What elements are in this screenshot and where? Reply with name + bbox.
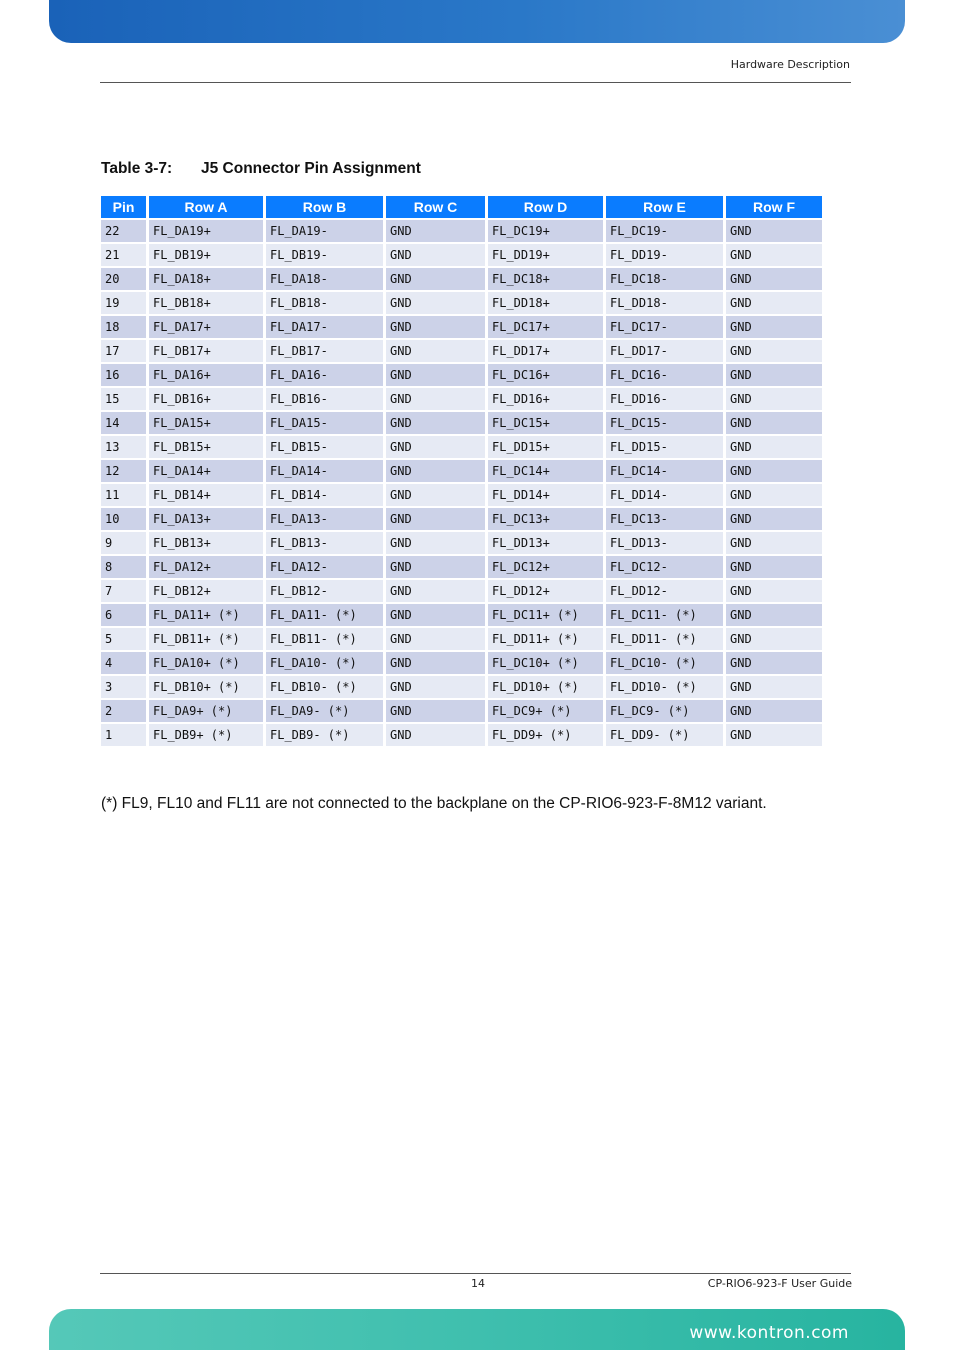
signal-cell: GND	[386, 700, 485, 722]
signal-cell: GND	[726, 292, 822, 314]
signal-cell: FL_DB19-	[266, 244, 383, 266]
signal-cell: FL_DA10- (*)	[266, 652, 383, 674]
signal-cell: GND	[386, 676, 485, 698]
signal-cell: FL_DB11- (*)	[266, 628, 383, 650]
signal-cell: FL_DC16+	[488, 364, 603, 386]
signal-cell: GND	[386, 436, 485, 458]
signal-cell: FL_DB12-	[266, 580, 383, 602]
signal-cell: FL_DB15-	[266, 436, 383, 458]
signal-cell: FL_DA14+	[149, 460, 263, 482]
signal-cell: FL_DC9+ (*)	[488, 700, 603, 722]
signal-cell: GND	[726, 676, 822, 698]
pin-number-cell: 13	[101, 436, 146, 458]
signal-cell: FL_DA19-	[266, 220, 383, 242]
bottom-banner	[49, 1309, 905, 1350]
signal-cell: FL_DD16+	[488, 388, 603, 410]
signal-cell: GND	[386, 292, 485, 314]
signal-cell: FL_DD12-	[606, 580, 723, 602]
pin-number-cell: 3	[101, 676, 146, 698]
signal-cell: FL_DD19-	[606, 244, 723, 266]
signal-cell: FL_DB10+ (*)	[149, 676, 263, 698]
signal-cell: FL_DC17-	[606, 316, 723, 338]
signal-cell: GND	[726, 364, 822, 386]
signal-cell: FL_DA14-	[266, 460, 383, 482]
signal-cell: FL_DC15+	[488, 412, 603, 434]
signal-cell: FL_DB16+	[149, 388, 263, 410]
signal-cell: GND	[726, 556, 822, 578]
table-caption-title: J5 Connector Pin Assignment	[201, 160, 421, 177]
header-divider	[100, 82, 851, 83]
pin-number-cell: 22	[101, 220, 146, 242]
signal-cell: GND	[386, 508, 485, 530]
signal-cell: FL_DC12+	[488, 556, 603, 578]
signal-cell: FL_DD9- (*)	[606, 724, 723, 746]
column-header: Row D	[488, 196, 603, 218]
signal-cell: GND	[386, 460, 485, 482]
signal-cell: GND	[386, 580, 485, 602]
signal-cell: FL_DA13-	[266, 508, 383, 530]
signal-cell: FL_DC15-	[606, 412, 723, 434]
signal-cell: FL_DC17+	[488, 316, 603, 338]
signal-cell: GND	[726, 316, 822, 338]
signal-cell: FL_DD18+	[488, 292, 603, 314]
pin-number-cell: 10	[101, 508, 146, 530]
pin-number-cell: 7	[101, 580, 146, 602]
table-row	[101, 268, 822, 290]
signal-cell: FL_DA17+	[149, 316, 263, 338]
table-row	[101, 244, 822, 266]
pin-number-cell: 2	[101, 700, 146, 722]
signal-cell: FL_DC13+	[488, 508, 603, 530]
signal-cell: GND	[386, 220, 485, 242]
pin-number-cell: 5	[101, 628, 146, 650]
signal-cell: FL_DC11+ (*)	[488, 604, 603, 626]
signal-cell: FL_DA13+	[149, 508, 263, 530]
signal-cell: FL_DA11- (*)	[266, 604, 383, 626]
signal-cell: FL_DA19+	[149, 220, 263, 242]
table-row	[101, 436, 822, 458]
signal-cell: FL_DD17-	[606, 340, 723, 362]
signal-cell: FL_DC9- (*)	[606, 700, 723, 722]
signal-cell: GND	[726, 700, 822, 722]
signal-cell: GND	[726, 532, 822, 554]
pin-number-cell: 18	[101, 316, 146, 338]
column-header: Pin	[101, 196, 146, 218]
signal-cell: GND	[726, 388, 822, 410]
signal-cell: FL_DB14-	[266, 484, 383, 506]
table-row	[101, 340, 822, 362]
table-caption	[101, 160, 421, 178]
signal-cell: FL_DC12-	[606, 556, 723, 578]
signal-cell: GND	[726, 652, 822, 674]
signal-cell: FL_DD14+	[488, 484, 603, 506]
footnote: (*) FL9, FL10 and FL11 are not connected to the backplane on the CP-RIO6-923-F-8M12 variant.	[101, 795, 767, 812]
signal-cell: FL_DA17-	[266, 316, 383, 338]
table-row	[101, 652, 822, 674]
signal-cell: FL_DB19+	[149, 244, 263, 266]
footer-doc-title: CP-RIO6-923-F User Guide	[707, 1277, 852, 1290]
signal-cell: FL_DD16-	[606, 388, 723, 410]
table-row	[101, 700, 822, 722]
pin-number-cell: 6	[101, 604, 146, 626]
signal-cell: GND	[386, 532, 485, 554]
signal-cell: FL_DB16-	[266, 388, 383, 410]
signal-cell: GND	[386, 556, 485, 578]
pin-number-cell: 21	[101, 244, 146, 266]
table-body	[101, 220, 822, 746]
signal-cell: GND	[726, 460, 822, 482]
column-header: Row B	[266, 196, 383, 218]
signal-cell: FL_DB18-	[266, 292, 383, 314]
signal-cell: GND	[386, 244, 485, 266]
signal-cell: GND	[726, 580, 822, 602]
table-row	[101, 484, 822, 506]
signal-cell: GND	[726, 244, 822, 266]
signal-cell: FL_DB13+	[149, 532, 263, 554]
column-header: Row C	[386, 196, 485, 218]
table-row	[101, 580, 822, 602]
signal-cell: FL_DD19+	[488, 244, 603, 266]
signal-cell: GND	[386, 652, 485, 674]
signal-cell: FL_DD11- (*)	[606, 628, 723, 650]
signal-cell: FL_DB17-	[266, 340, 383, 362]
signal-cell: FL_DA15+	[149, 412, 263, 434]
pin-number-cell: 20	[101, 268, 146, 290]
signal-cell: GND	[386, 340, 485, 362]
signal-cell: FL_DB12+	[149, 580, 263, 602]
signal-cell: GND	[386, 412, 485, 434]
signal-cell: FL_DD15-	[606, 436, 723, 458]
signal-cell: FL_DC10- (*)	[606, 652, 723, 674]
signal-cell: FL_DD15+	[488, 436, 603, 458]
signal-cell: GND	[386, 628, 485, 650]
table-row	[101, 388, 822, 410]
pin-assignment-table	[98, 194, 825, 748]
pin-number-cell: 9	[101, 532, 146, 554]
signal-cell: GND	[386, 604, 485, 626]
signal-cell: FL_DC11- (*)	[606, 604, 723, 626]
pin-number-cell: 12	[101, 460, 146, 482]
signal-cell: FL_DA10+ (*)	[149, 652, 263, 674]
signal-cell: FL_DD10+ (*)	[488, 676, 603, 698]
table-row	[101, 628, 822, 650]
signal-cell: FL_DC19+	[488, 220, 603, 242]
top-banner	[49, 0, 905, 43]
table-row	[101, 724, 822, 746]
signal-cell: FL_DD18-	[606, 292, 723, 314]
signal-cell: FL_DA18-	[266, 268, 383, 290]
signal-cell: FL_DA15-	[266, 412, 383, 434]
signal-cell: GND	[386, 316, 485, 338]
table-row	[101, 532, 822, 554]
signal-cell: FL_DC14-	[606, 460, 723, 482]
table-row	[101, 676, 822, 698]
signal-cell: FL_DA9- (*)	[266, 700, 383, 722]
signal-cell: GND	[726, 628, 822, 650]
signal-cell: FL_DD13-	[606, 532, 723, 554]
signal-cell: FL_DA16+	[149, 364, 263, 386]
signal-cell: FL_DC10+ (*)	[488, 652, 603, 674]
table-row	[101, 220, 822, 242]
pin-number-cell: 17	[101, 340, 146, 362]
signal-cell: FL_DD11+ (*)	[488, 628, 603, 650]
signal-cell: FL_DC16-	[606, 364, 723, 386]
signal-cell: FL_DA12-	[266, 556, 383, 578]
signal-cell: GND	[726, 724, 822, 746]
signal-cell: FL_DB10- (*)	[266, 676, 383, 698]
column-header: Row E	[606, 196, 723, 218]
signal-cell: GND	[726, 604, 822, 626]
footer-divider	[100, 1273, 851, 1274]
pin-number-cell: 19	[101, 292, 146, 314]
pin-number-cell: 4	[101, 652, 146, 674]
signal-cell: GND	[726, 412, 822, 434]
website-link[interactable]: www.kontron.com	[689, 1323, 849, 1343]
signal-cell: FL_DC19-	[606, 220, 723, 242]
column-header: Row F	[726, 196, 822, 218]
signal-cell: FL_DD9+ (*)	[488, 724, 603, 746]
pin-number-cell: 15	[101, 388, 146, 410]
signal-cell: GND	[726, 340, 822, 362]
signal-cell: FL_DB11+ (*)	[149, 628, 263, 650]
signal-cell: FL_DD17+	[488, 340, 603, 362]
section-header: Hardware Description	[730, 58, 850, 71]
signal-cell: GND	[726, 484, 822, 506]
pin-number-cell: 8	[101, 556, 146, 578]
signal-cell: FL_DA12+	[149, 556, 263, 578]
signal-cell: FL_DB9+ (*)	[149, 724, 263, 746]
signal-cell: GND	[386, 388, 485, 410]
column-header: Row A	[149, 196, 263, 218]
signal-cell: FL_DD13+	[488, 532, 603, 554]
signal-cell: FL_DB13-	[266, 532, 383, 554]
signal-cell: FL_DA11+ (*)	[149, 604, 263, 626]
signal-cell: FL_DC13-	[606, 508, 723, 530]
signal-cell: GND	[726, 220, 822, 242]
table-row	[101, 292, 822, 314]
signal-cell: FL_DC14+	[488, 460, 603, 482]
signal-cell: GND	[386, 724, 485, 746]
signal-cell: FL_DB14+	[149, 484, 263, 506]
signal-cell: FL_DA16-	[266, 364, 383, 386]
signal-cell: GND	[726, 508, 822, 530]
signal-cell: GND	[386, 364, 485, 386]
signal-cell: FL_DB15+	[149, 436, 263, 458]
signal-cell: FL_DA9+ (*)	[149, 700, 263, 722]
table-row	[101, 604, 822, 626]
signal-cell: FL_DB9- (*)	[266, 724, 383, 746]
signal-cell: FL_DC18+	[488, 268, 603, 290]
signal-cell: FL_DB17+	[149, 340, 263, 362]
signal-cell: FL_DB18+	[149, 292, 263, 314]
table-row	[101, 460, 822, 482]
table-row	[101, 364, 822, 386]
signal-cell: FL_DD12+	[488, 580, 603, 602]
pin-number-cell: 16	[101, 364, 146, 386]
table-row	[101, 316, 822, 338]
table-row	[101, 412, 822, 434]
signal-cell: GND	[386, 484, 485, 506]
signal-cell: GND	[386, 268, 485, 290]
table-header-row	[101, 196, 822, 218]
page-number: 14	[471, 1277, 485, 1290]
table-row	[101, 556, 822, 578]
pin-number-cell: 11	[101, 484, 146, 506]
signal-cell: FL_DA18+	[149, 268, 263, 290]
signal-cell: FL_DC18-	[606, 268, 723, 290]
table-caption-label: Table 3-7:	[101, 160, 173, 177]
signal-cell: GND	[726, 436, 822, 458]
signal-cell: GND	[726, 268, 822, 290]
pin-number-cell: 1	[101, 724, 146, 746]
signal-cell: FL_DD10- (*)	[606, 676, 723, 698]
signal-cell: FL_DD14-	[606, 484, 723, 506]
table-row	[101, 508, 822, 530]
pin-number-cell: 14	[101, 412, 146, 434]
